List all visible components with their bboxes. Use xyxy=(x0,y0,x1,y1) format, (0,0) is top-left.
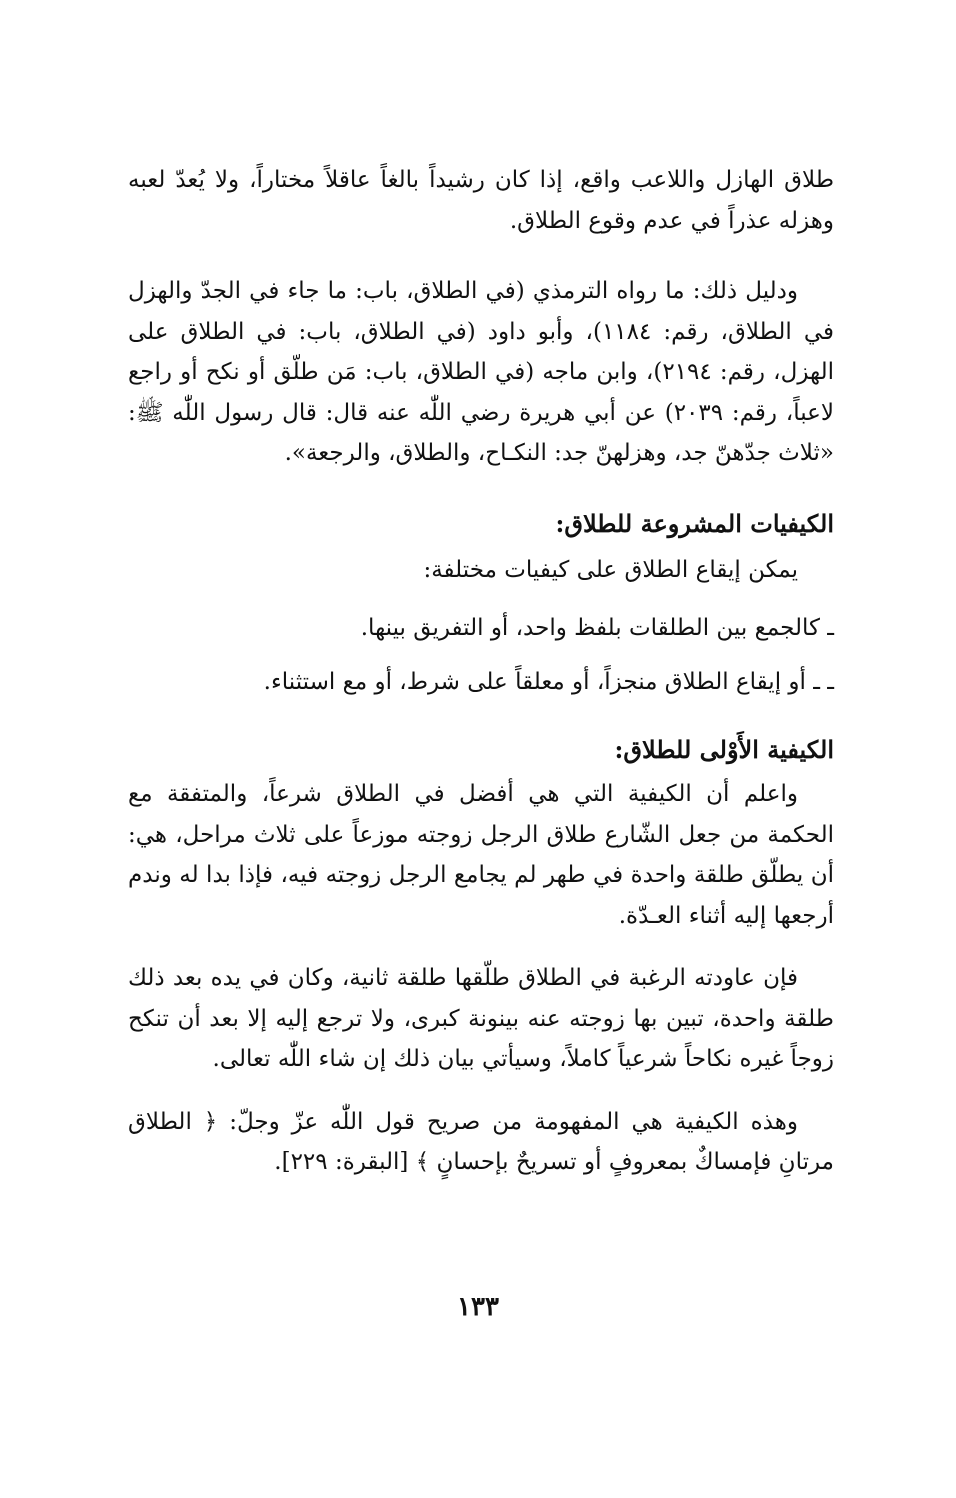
heading-first-method: الكيفية الأَوْلى للطلاق: xyxy=(614,735,834,764)
list-item-method-1: ـ كالجمع بين الطلقات بلفظ واحد، أو التفريق بينها. xyxy=(360,615,834,641)
list-item-method-2: ـ ـ أو إيقاع الطلاق منجزاً، أو معلقاً على شرط، أو مع استثناء. xyxy=(263,669,834,695)
page-body xyxy=(128,160,834,1183)
paragraph-evidence-hadith: ودليل ذلك: ما رواه الترمذي (في الطلاق، باب: ما جاء في الجدّ والهزل في الطلاق، رقم: ١١٨٤)، وأبو داود (في الطلاق، باب: في الطلاق على الهزل، رقم: ٢١٩٤)، وابن ماجه (في الطلاق، باب: مَن طلّق أو نكح أو راجع لاعباً، رقم: ٢٠٣٩) عن أبي هريرة رضي اللّٰه عنه قال: قال رسول اللّٰه ﷺ: «ثلاث جدّهنّ جد، وهزلهنّ جد: النكـاح، والطلاق، والرجعة». xyxy=(128,278,835,466)
heading-legitimate-methods: الكيفيات المشروعة للطلاق: xyxy=(555,508,834,538)
paragraph-quran-verse: وهذه الكيفية هي المفهومة من صريح قول اللّٰه عزّ وجلّ: ﴿ الطلاق مرتانِ فإمساكٌ بمعروفٍ أو تسريحٌ بإحسانٍ ﴾ [البقرة: ٢٢٩]. xyxy=(128,1108,834,1175)
page-number: ١٣٣ xyxy=(457,1292,499,1322)
paragraph-methods-intro: يمكن إيقاع الطلاق على كيفيات مختلفة: xyxy=(423,556,798,583)
paragraph-jest-divorce: طلاق الهازل واللاعب واقع، إذا كان رشيداً بالغاً عاقلاً مختاراً، ولا يُعدّ لعبه وهزله عذراً في عدم وقوع الطلاق. xyxy=(128,167,834,234)
paragraph-second-divorce: فإن عاودته الرغبة في الطلاق طلّقها طلقة ثانية، وكان في يده بعد ذلك طلقة واحدة، تبين بها زوجته عنه بينونة كبرى، ولا ترجع إليه إلا بعد أن تنكح زوجاً غيره نكاحاً شرعياً كاملاً، وسيأتي بيان ذلك إن شاء اللّٰه تعالى. xyxy=(128,965,834,1072)
paragraph-best-method: واعلم أن الكيفية التي هي أفضل في الطلاق شرعاً، والمتفقة مع الحكمة من جعل الشّارع طلاق الرجل زوجته موزعاً على ثلاث مراحل، هي: أن يطلّق طلقة واحدة في طهر لم يجامع الرجل زوجته فيه، فإذا بدا له وندم أرجعها إليه أثناء العـدّة. xyxy=(128,781,834,929)
